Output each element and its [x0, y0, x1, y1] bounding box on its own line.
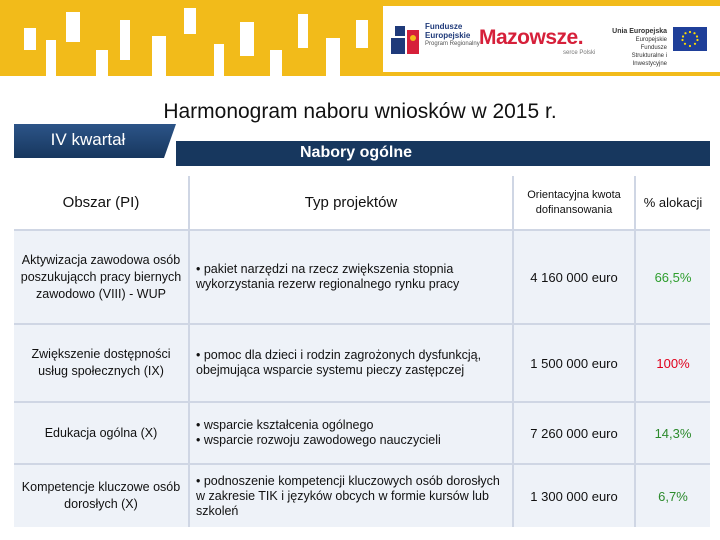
fundusze-europejskie-logo: Fundusze Europejskie Program Regionalny: [425, 22, 480, 47]
row-type-line: • wsparcie rozwoju zawodowego nauczycieli: [196, 433, 441, 447]
row-amount: 7 260 000 euro: [514, 403, 634, 463]
row-percent: 66,5%: [636, 231, 710, 323]
row-type: • podnoszenie kompetencji kluczowych osób dorosłych w zakresie TIK i języków obcych w formie kursów lub szkoleń: [190, 465, 512, 527]
decor-block: [298, 14, 308, 48]
quarter-tab: [14, 124, 176, 158]
row-type: [190, 403, 512, 463]
eu-flag-icon: [673, 27, 707, 51]
decor-block: [240, 22, 254, 56]
row-amount: 1 300 000 euro: [514, 465, 634, 527]
decor-block: [184, 8, 196, 34]
decor-block: [214, 44, 224, 76]
section-bar: [176, 141, 710, 166]
header-amount: Orientacyjna kwota dofinansowania: [514, 176, 634, 229]
mazowsze-logo: Mazowsze.: [479, 26, 584, 49]
schedule-table: [14, 176, 710, 527]
row-type: • pakiet narzędzi na rzecz zwiększenia stopnia wykorzystania rezerw regionalnego rynku pracy: [190, 231, 512, 323]
quarter-label: IV kwartał: [50, 130, 126, 149]
mazowsze-logo-sub: serce Polski: [563, 50, 596, 56]
row-area: Aktywizacja zawodowa osób poszukującch pracy biernych zawodowo (VIII) - WUP: [14, 231, 188, 323]
decor-block: [46, 40, 56, 76]
decor-block: [120, 20, 130, 60]
row-amount: 1 500 000 euro: [514, 325, 634, 401]
decor-block: [24, 28, 36, 50]
decor-block: [326, 38, 340, 76]
row-amount: 4 160 000 euro: [514, 231, 634, 323]
section-label: Nabory ogólne: [300, 144, 413, 161]
row-area: Edukacja ogólna (X): [14, 403, 188, 463]
row-percent: 6,7%: [636, 465, 710, 527]
top-banner: [0, 0, 720, 76]
row-percent: 14,3%: [636, 403, 710, 463]
decor-block: [96, 50, 108, 76]
row-area: Kompetencje kluczowe osób dorosłych (X): [14, 465, 188, 527]
decor-block: [270, 50, 282, 76]
fundusze-europejskie-logo-icon: [389, 24, 421, 56]
row-area: Zwiększenie dostępności usług społecznych (IX): [14, 325, 188, 401]
header-type: Typ projektów: [190, 176, 512, 229]
row-percent: 100%: [636, 325, 710, 401]
decor-block: [66, 12, 80, 42]
header-area: Obszar (PI): [14, 176, 188, 229]
decor-block: [152, 36, 166, 76]
header-percent: % alokacji: [636, 176, 710, 229]
row-type: • pomoc dla dzieci i rodzin zagrożonych dysfunkcją, obejmująca wsparcie systemu pieczy zastępczej: [190, 325, 512, 401]
row-type-line: • wsparcie kształcenia ogólnego: [196, 418, 374, 432]
page-title: Harmonogram naboru wniosków w 2015 r.: [163, 100, 557, 123]
decor-block: [356, 20, 368, 48]
eu-logo-text: Unia Europejska Europejskie Fundusze Strukturalne i Inwestycyjne: [612, 28, 667, 67]
logos-strip: [383, 6, 720, 72]
